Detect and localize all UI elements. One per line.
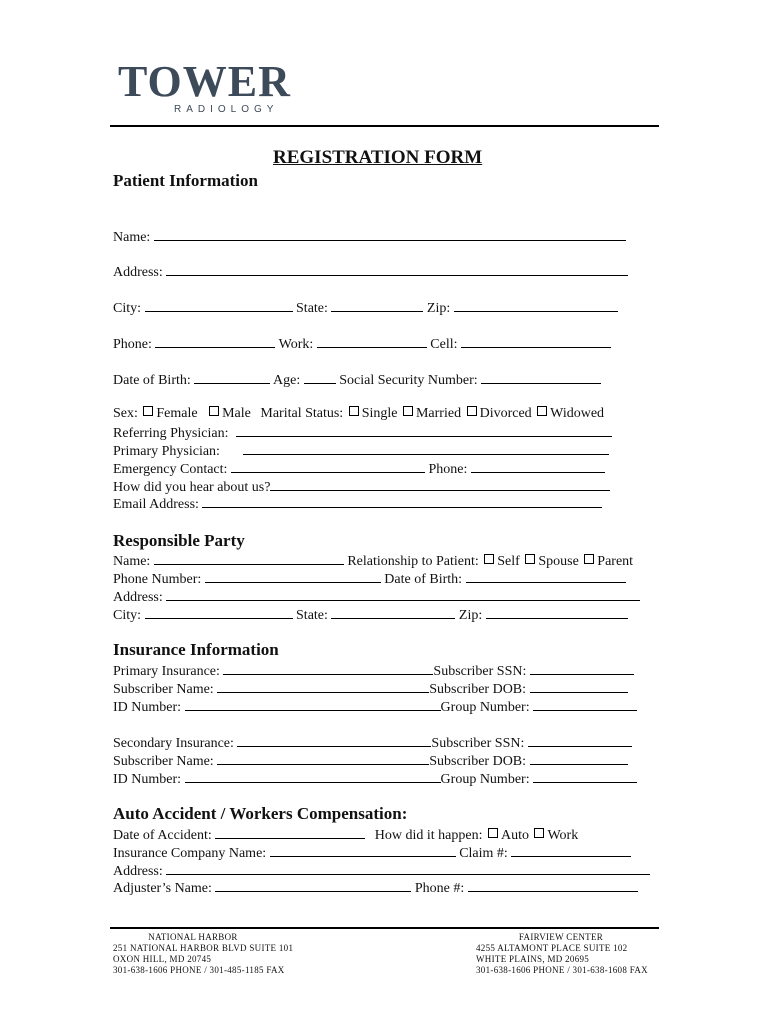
patient-cell-field[interactable] [461,334,611,348]
label: Address: [113,265,163,280]
patient-name-field[interactable] [154,227,626,241]
label: Auto [500,828,529,843]
patient-sex-marital-row [113,405,604,422]
email-field[interactable] [202,494,602,508]
label: Phone: [428,462,468,477]
responsible-dob-field[interactable] [466,569,626,583]
label: How did you hear about us? [113,480,271,495]
location-name: FAIRVIEW CENTER [518,932,604,942]
responsible-phone-field[interactable] [205,569,381,583]
patient-dob-field[interactable] [194,370,270,384]
primary-id-field[interactable] [185,697,441,711]
responsible-phone-row [113,569,626,588]
primary-group-field[interactable] [533,697,637,711]
patient-phone-field[interactable] [155,334,275,348]
label: Date of Birth: [384,572,463,587]
label: Sex: [113,406,138,421]
label: Work: [278,337,314,352]
emergency-contact-row [113,459,605,478]
label: Group Number: [440,700,530,715]
label: ID Number: [113,772,182,787]
patient-ssn-field[interactable] [481,370,601,384]
primary-subscriber-dob-field[interactable] [530,679,628,693]
location-city: OXON HILL, MD 20745 [113,954,212,964]
label: Phone: [113,337,152,352]
label: Phone Number: [113,572,202,587]
patient-city-row [113,298,618,317]
section-insurance-information: Insurance Information [113,640,279,659]
label: Subscriber SSN: [433,664,527,679]
secondary-subscriber-name-field[interactable] [217,751,429,765]
secondary-subscriber-ssn-field[interactable] [528,733,632,747]
label: Emergency Contact: [113,462,228,477]
referring-physician-row [113,423,612,442]
label: Email Address: [113,497,199,512]
label: Zip: [458,608,483,623]
patient-phone-row [113,334,611,353]
label: Spouse [538,554,579,569]
spouse-checkbox[interactable] [525,554,535,564]
logo-subtitle: RADIOLOGY [174,104,279,115]
parent-checkbox[interactable] [584,554,594,564]
patient-dob-row [113,370,601,389]
location-name: NATIONAL HARBOR [148,932,238,942]
patient-zip-field[interactable] [454,298,618,312]
secondary-subscriber-name-row [113,751,628,770]
responsible-city-row [113,605,628,624]
married-checkbox[interactable] [403,406,413,416]
location-phone: 301-638-1606 PHONE / 301-485-1185 FAX [113,965,285,975]
label: Name: [113,554,151,569]
label: Subscriber DOB: [429,682,527,697]
label: How did it happen: [374,828,483,843]
label: Widowed [550,406,605,421]
referral-source-field[interactable] [270,477,610,491]
label: Subscriber Name: [113,754,214,769]
patient-address-field[interactable] [166,262,628,276]
label: Primary Insurance: [113,664,220,679]
label: Address: [113,590,163,605]
male-checkbox[interactable] [209,406,219,416]
label: Primary Physician: [113,444,220,459]
label: Age: [273,373,301,388]
work-checkbox[interactable] [534,828,544,838]
header-divider [110,125,659,127]
adjuster-row [113,878,638,897]
label: Date of Accident: [113,828,212,843]
divorced-checkbox[interactable] [467,406,477,416]
accident-date-field[interactable] [215,825,365,839]
label: Zip: [426,301,451,316]
responsible-zip-field[interactable] [486,605,628,619]
primary-id-row [113,697,637,716]
location-phone: 301-638-1606 PHONE / 301-638-1608 FAX [476,965,648,975]
primary-subscriber-ssn-field[interactable] [530,661,634,675]
secondary-subscriber-dob-field[interactable] [530,751,628,765]
self-checkbox[interactable] [484,554,494,564]
patient-work-field[interactable] [317,334,427,348]
insurance-company-row [113,843,631,862]
single-checkbox[interactable] [349,406,359,416]
widowed-checkbox[interactable] [537,406,547,416]
primary-physician-row [113,441,609,460]
label: Male [222,406,251,421]
primary-subscriber-name-field[interactable] [217,679,429,693]
label: Married [415,406,462,421]
tower-radiology-logo [118,57,291,115]
label: Work [547,828,579,843]
location-address: 251 NATIONAL HARBOR BLVD SUITE 101 [113,943,294,953]
responsible-name-field[interactable] [154,551,344,565]
patient-name-row [113,227,626,246]
label: Date of Birth: [113,373,191,388]
location-address: 4255 ALTAMONT PLACE SUITE 102 [476,943,628,953]
auto-address-field[interactable] [166,861,650,875]
section-patient-information: Patient Information [113,171,258,190]
secondary-insurance-field[interactable] [237,733,431,747]
label: City: [113,301,142,316]
label: State: [296,608,328,623]
label: Single [361,406,398,421]
label: Marital Status: [260,406,344,421]
label: Address: [113,864,163,879]
form-title: REGISTRATION FORM [273,147,483,168]
section-responsible-party: Responsible Party [113,531,245,550]
location-city: WHITE PLAINS, MD 20695 [476,954,590,964]
emergency-contact-field[interactable] [231,459,425,473]
adjuster-phone-field[interactable] [468,878,638,892]
label: City: [113,608,142,623]
secondary-insurance-row [113,733,632,752]
label: Group Number: [440,772,530,787]
patient-city-field[interactable] [145,298,293,312]
footer-fairview-center [476,932,666,976]
label: Secondary Insurance: [113,736,234,751]
responsible-address-field[interactable] [166,587,640,601]
label: Phone #: [414,881,465,896]
section-auto-accident: Auto Accident / Workers Compensation: [113,804,408,823]
label: Social Security Number: [339,373,478,388]
logo-wordmark: TOWER [118,57,291,106]
primary-insurance-row [113,661,634,680]
patient-age-field[interactable] [304,370,336,384]
label: State: [296,301,328,316]
label: Subscriber SSN: [431,736,525,751]
responsible-city-field[interactable] [145,605,293,619]
label: Parent [597,554,634,569]
label: Divorced [479,406,532,421]
label: Relationship to Patient: [347,554,479,569]
label: Female [156,406,198,421]
responsible-name-row [113,551,633,570]
secondary-id-row [113,769,637,788]
female-checkbox[interactable] [143,406,153,416]
footer-national-harbor [113,932,333,976]
primary-subscriber-name-row [113,679,628,698]
label: Cell: [430,337,458,352]
label: Name: [113,230,151,245]
primary-physician-field[interactable] [243,441,609,455]
emergency-phone-field[interactable] [471,459,605,473]
secondary-id-field[interactable] [185,769,441,783]
adjuster-name-field[interactable] [215,878,411,892]
primary-insurance-field[interactable] [223,661,433,675]
claim-number-field[interactable] [511,843,631,857]
patient-state-field[interactable] [331,298,423,312]
label: Referring Physician: [113,426,229,441]
footer-divider [110,927,659,929]
accident-date-row [113,825,578,844]
label: Claim #: [459,846,508,861]
secondary-group-field[interactable] [533,769,637,783]
referring-physician-field[interactable] [236,423,612,437]
label: Subscriber DOB: [429,754,527,769]
responsible-state-field[interactable] [331,605,455,619]
label: Self [497,554,520,569]
label: ID Number: [113,700,182,715]
label: Insurance Company Name: [113,846,267,861]
label: Adjuster’s Name: [113,881,212,896]
patient-address-row [113,262,628,281]
auto-checkbox[interactable] [488,828,498,838]
responsible-address-row [113,587,640,606]
insurance-company-field[interactable] [270,843,456,857]
email-row [113,494,602,513]
label: Subscriber Name: [113,682,214,697]
